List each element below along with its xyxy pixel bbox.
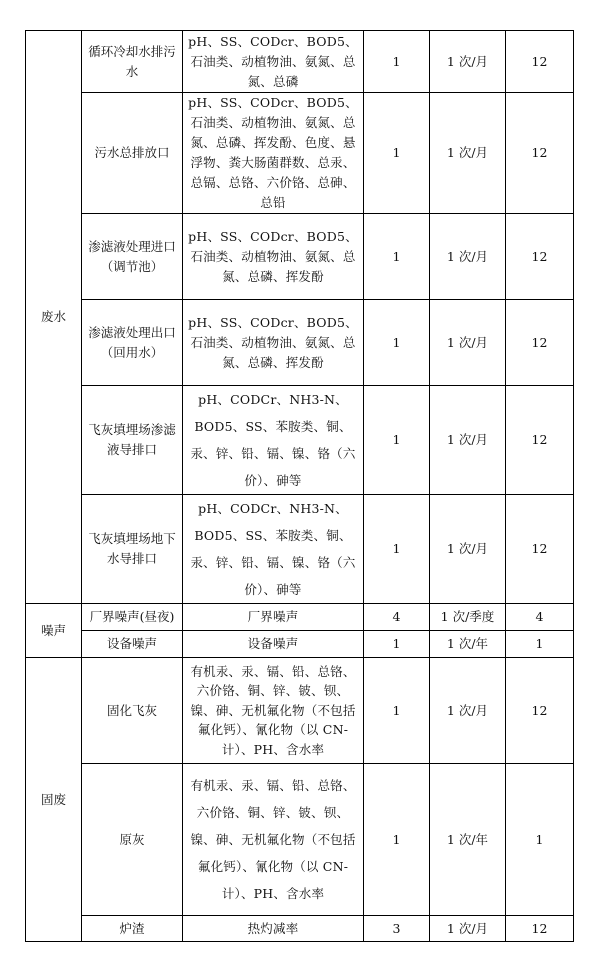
frequency: 1 次/季度 [430, 604, 506, 631]
frequency: 1 次/月 [430, 916, 506, 942]
monitoring-items: 厂界噪声 [183, 604, 364, 631]
monitoring-point: 原灰 [82, 764, 183, 916]
points-count: 1 [364, 214, 430, 300]
frequency: 1 次/月 [430, 386, 506, 495]
monitoring-point: 渗滤液处理进口（调节池） [82, 214, 183, 300]
table-row [26, 631, 574, 658]
category-cell: 废水 [26, 31, 82, 604]
times-per-year: 1 [506, 631, 574, 658]
points-count: 1 [364, 495, 430, 604]
points-count: 4 [364, 604, 430, 631]
table-row [26, 604, 574, 631]
frequency: 1 次/月 [430, 658, 506, 764]
monitoring-point: 厂界噪声(昼夜) [82, 604, 183, 631]
table-row [26, 386, 574, 495]
frequency: 1 次/月 [430, 214, 506, 300]
monitoring-point: 固化飞灰 [82, 658, 183, 764]
monitoring-items: pH、CODCr、NH3-N、BOD5、SS、苯胺类、铜、汞、锌、铅、镉、镍、铬（六价）、砷等 [183, 495, 364, 604]
monitoring-items: 有机汞、汞、镉、铅、总铬、六价铬、铜、锌、铍、钡、镍、砷、无机氟化物（不包括氟化钙）、氰化物（以 CN-计）、PH、含水率 [183, 658, 364, 764]
table-row [26, 916, 574, 942]
monitoring-items: pH、SS、CODcr、BOD5、石油类、动植物油、氨氮、总氮、总磷、挥发酚 [183, 214, 364, 300]
monitoring-point: 污水总排放口 [82, 93, 183, 214]
points-count: 1 [364, 300, 430, 386]
monitoring-table [25, 30, 574, 942]
times-per-year: 12 [506, 386, 574, 495]
frequency: 1 次/年 [430, 631, 506, 658]
frequency: 1 次/月 [430, 93, 506, 214]
monitoring-point: 飞灰填埋场渗滤液导排口 [82, 386, 183, 495]
monitoring-point: 飞灰填埋场地下水导排口 [82, 495, 183, 604]
monitoring-items: pH、SS、CODcr、BOD5、石油类、动植物油、氨氮、总氮、总磷、挥发酚 [183, 300, 364, 386]
times-per-year: 12 [506, 31, 574, 93]
frequency: 1 次/年 [430, 764, 506, 916]
points-count: 1 [364, 31, 430, 93]
monitoring-items: pH、SS、CODcr、BOD5、石油类、动植物油、氨氮、总氮、总磷、挥发酚、色度、悬浮物、粪大肠菌群数、总汞、总镉、总铬、六价铬、总砷、总铅 [183, 93, 364, 214]
times-per-year: 4 [506, 604, 574, 631]
points-count: 1 [364, 764, 430, 916]
monitoring-items: 有机汞、汞、镉、铅、总铬、六价铬、铜、锌、铍、钡、镍、砷、无机氟化物（不包括氟化钙）、氰化物（以 CN-计）、PH、含水率 [183, 764, 364, 916]
times-per-year: 12 [506, 916, 574, 942]
times-per-year: 12 [506, 300, 574, 386]
monitoring-point: 循环冷却水排污水 [82, 31, 183, 93]
points-count: 1 [364, 658, 430, 764]
category-cell: 固废 [26, 658, 82, 942]
monitoring-items: 热灼减率 [183, 916, 364, 942]
monitoring-items: 设备噪声 [183, 631, 364, 658]
monitoring-items: pH、SS、CODcr、BOD5、石油类、动植物油、氨氮、总氮、总磷 [183, 31, 364, 93]
frequency: 1 次/月 [430, 31, 506, 93]
points-count: 1 [364, 386, 430, 495]
points-count: 1 [364, 93, 430, 214]
category-cell: 噪声 [26, 604, 82, 658]
times-per-year: 12 [506, 495, 574, 604]
table-row [26, 658, 574, 764]
monitoring-point: 设备噪声 [82, 631, 183, 658]
monitoring-point: 炉渣 [82, 916, 183, 942]
table-row [26, 214, 574, 300]
times-per-year: 12 [506, 658, 574, 764]
table-row [26, 764, 574, 916]
monitoring-point: 渗滤液处理出口（回用水） [82, 300, 183, 386]
points-count: 3 [364, 916, 430, 942]
frequency: 1 次/月 [430, 300, 506, 386]
table-row [26, 495, 574, 604]
table-row [26, 31, 574, 93]
times-per-year: 12 [506, 214, 574, 300]
times-per-year: 1 [506, 764, 574, 916]
frequency: 1 次/月 [430, 495, 506, 604]
times-per-year: 12 [506, 93, 574, 214]
table-row [26, 93, 574, 214]
table-row [26, 300, 574, 386]
monitoring-items: pH、CODCr、NH3-N、BOD5、SS、苯胺类、铜、汞、锌、铅、镉、镍、铬（六价）、砷等 [183, 386, 364, 495]
points-count: 1 [364, 631, 430, 658]
